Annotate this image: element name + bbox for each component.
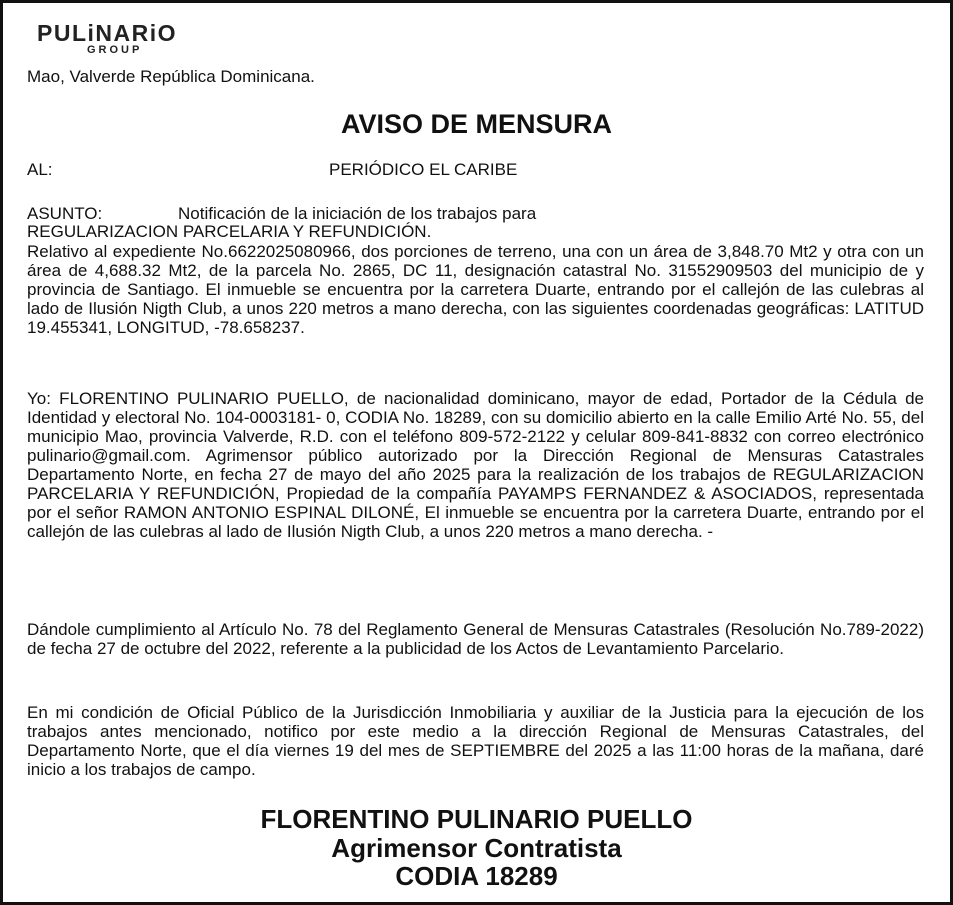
signature-role: Agrimensor Contratista [331, 833, 622, 863]
addressee-row [27, 160, 924, 179]
signature-name: FLORENTINO PULINARIO PUELLO [260, 804, 693, 834]
subject-text: Notificación de la iniciación de los trabajos para [178, 204, 537, 223]
paragraph-notification: En mi condición de Oficial Público de la Jurisdicción Inmobiliaria y auxiliar de la Justicia para la ejecución de los trabajos antes mencionado, notifico por este medio a la dirección Regional de Mensuras Catastrales, del Departamento Norte, que el día viernes 19 del mes de SEPTIEMBRE del 2025 a las 11:00 horas de la mañana, daré inicio a los trabajos de campo. [27, 703, 924, 779]
logo-wordmark: PULiNARiO [37, 20, 177, 46]
subject-line-2: REGULARIZACION PARCELARIA Y REFUNDICIÓN. [27, 222, 432, 241]
addressee-value: PERIÓDICO EL CARIBE [329, 160, 518, 179]
paragraph-expediente: Relativo al expediente No.6622025080966, dos porciones de terreno, una con un área de 3,848.70 Mt2 y otra con un área de 4,688.32 Mt2, de la parcela No. 2865, DC 11, designación catastral No. 31552909503 del municipio de y provincia de Santiago. El inmueble se encuentra por la carretera Duarte, entrando por el callejón de las culebras al lado de Ilusión Nigth Club, a unos 220 metros a mano derecha, con las siguientes coordenadas geográficas: LATITUD 19.455341, LONGITUD, -78.658237. [27, 242, 924, 337]
subject-label: ASUNTO: [27, 204, 103, 223]
company-logo [37, 21, 177, 56]
signature-codia: CODIA 18289 [395, 861, 558, 891]
location-line: Mao, Valverde República Dominicana. [27, 67, 315, 86]
logo-subtitle: GROUP [87, 44, 143, 56]
addressee-label: AL: [27, 160, 53, 179]
paragraph-article: Dándole cumplimiento al Artículo No. 78 del Reglamento General de Mensuras Catastrales (Resolución No.789-2022) de fecha 27 de octubre del 2022, referente a la publicidad de los Actos de Levantamiento Parcelario. [27, 620, 924, 658]
notice-title: AVISO DE MENSURA [340, 109, 613, 139]
subject-row [27, 204, 924, 223]
paragraph-surveyor: Yo: FLORENTINO PULINARIO PUELLO, de nacionalidad dominicano, mayor de edad, Portador de la Cédula de Identidad y electoral No. 104-0003181- 0, CODIA No. 18289, con su domicilio abierto en la calle Emilio Arté No. 55, del municipio Mao, provincia Valverde, R.D. con el teléfono 809-572-2122 y celular 809-841-8832 con correo electrónico pulinario@gmail.com. Agrimensor público autorizado por la Dirección Regional de Mensuras Catastrales Departamento Norte, en fecha 27 de mayo del año 2025 para la realización de los trabajos de REGULARIZACION PARCELARIA Y REFUNDICIÓN, Propiedad de la compañía PAYAMPS FERNANDEZ & ASOCIADOS, representada por el señor RAMON ANTONIO ESPINAL DILONÉ, El inmueble se encuentra por la carretera Duarte, entrando por el callejón de las culebras al lado de Ilusión Nigth Club, a unos 220 metros a mano derecha. - [27, 389, 924, 541]
